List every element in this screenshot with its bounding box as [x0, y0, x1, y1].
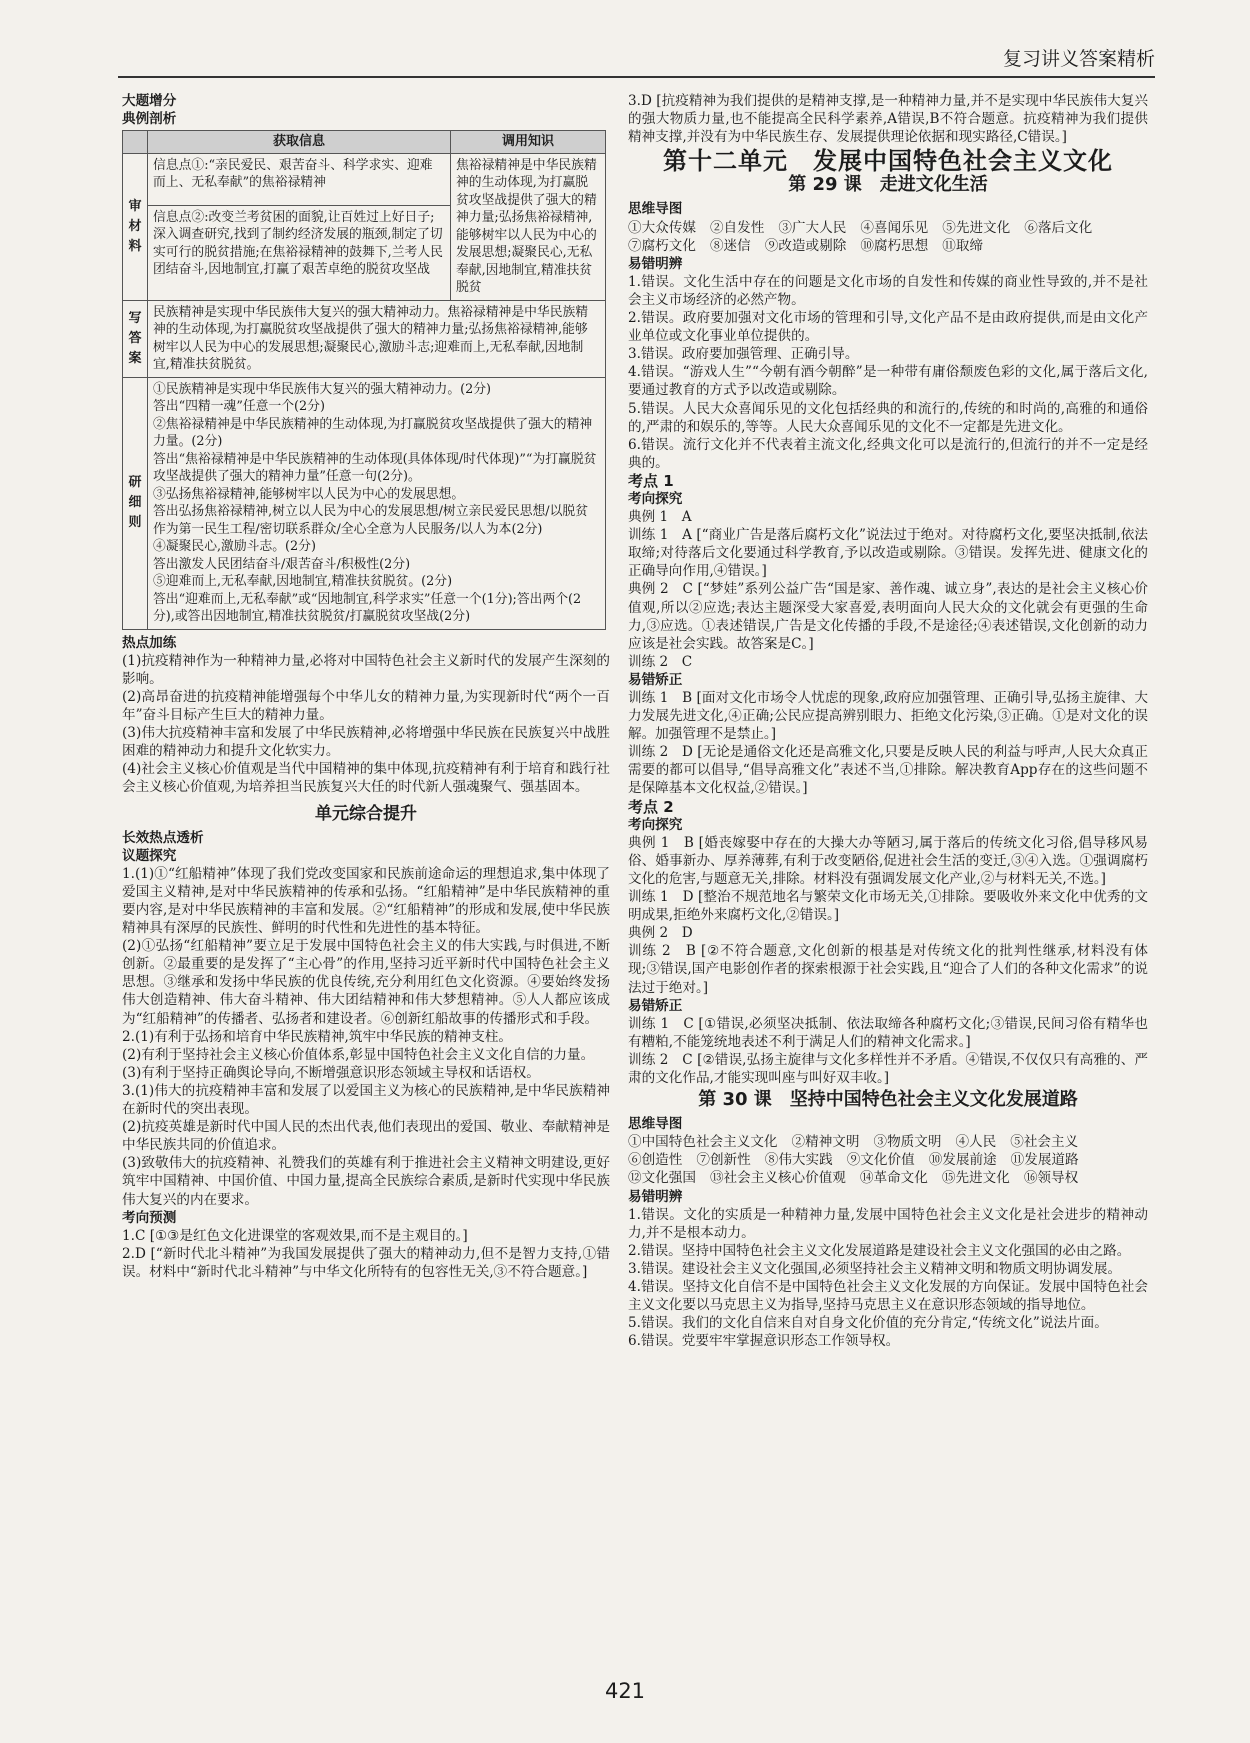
section-heading: 考点 1 [628, 471, 674, 490]
paragraph: (3)致敬伟大的抗疫精神、礼赞我们的英雄有利于推进社会主义精神文明建设,更好筑牢中国精神、中国价值、中国力量,提高全民族综合素质,是新时代实现中华民族伟大复兴的内在要求。 [122, 1155, 610, 1208]
answer-item: ④人民 [955, 1134, 997, 1151]
row-label: 审材料 [123, 153, 148, 300]
section-heading: 典例剖析 [122, 111, 177, 128]
row-label: 研细则 [123, 377, 148, 629]
answer-item: ⑮先进文化 [941, 1170, 1010, 1187]
answer-item: ⑯领导权 [1023, 1170, 1079, 1187]
section-heading: 考向探究 [628, 816, 683, 833]
paragraph: 6.错误。党要牢牢掌握意识形态工作领导权。 [628, 1333, 900, 1350]
header-rule [118, 76, 1155, 78]
answer-item: ⑫文化强国 [628, 1170, 696, 1187]
header-title: 复习讲义答案精析 [1002, 48, 1155, 70]
answer-item: ⑤先进文化 [942, 219, 1011, 236]
paragraph: 4.错误。坚持文化自信不是中国特色社会主义文化发展的方向保证。发展中国特色社会主义文化要以马克思主义为指导,坚持马克思主义在意识形态领域的指导地位。 [628, 1279, 1148, 1314]
section-heading: 考向探究 [628, 490, 683, 507]
paragraph: 3.错误。建设社会主义文化强国,必须坚持社会主义精神文明和物质文明协调发展。 [628, 1260, 1122, 1277]
paragraph: (1)抗疫精神作为一种精神力量,必将对中国特色社会主义新时代的发展产生深刻的影响。 [122, 652, 610, 687]
table-cell [148, 377, 606, 629]
section-title: 单元综合提升 [315, 803, 417, 824]
table-cell: 信息点①:“亲民爱民、艰苦奋斗、科学求实、迎难而上、无私奉献”的焦裕禄精神 [148, 153, 451, 205]
answer-item: ①中国特色社会主义文化 [628, 1134, 778, 1151]
table-cell: 民族精神是实现中华民族伟大复兴的强大精神动力。焦裕禄精神是中华民族精神的生动体现,为打赢脱贫攻坚战提供了强大的精神力量;弘扬焦裕禄精神,能够树牢以人民为中心的发展思想;凝聚民心,激励斗志;迎难而上,无私奉献,因地制宜,精准扶贫脱贫。 [148, 300, 606, 377]
section-heading: 大题增分 [122, 93, 177, 109]
section-heading: 易错矫正 [628, 671, 683, 688]
rule-line: 答出“四精一魂”任意一个(2分) [153, 399, 325, 415]
paragraph: 2.错误。坚持中国特色社会主义文化发展道路是建设社会主义文化强国的必由之路。 [628, 1242, 1131, 1259]
left-column [122, 92, 610, 1281]
paragraph: 1.(1)①“红船精神”体现了我们党改变国家和民族前途命运的理想追求,集中体现了爱国主义精神,是对中华民族精神的传承和弘扬。“红船精神”是中华民族精神的重要内容,是对中华民族精神的丰富和发展。②“红船精神”的形成和发展,使中华民族精神具有深厚的民族性、鲜明的时代性和先进性的基本特征。 [122, 865, 610, 937]
paragraph: 2.D [“新时代北斗精神”为我国发展提供了强大的精神动力,但不是智力支持,①错误。材料中“新时代北斗精神”与中华文化所特有的包容性无关,③不符合题意。] [122, 1245, 610, 1280]
section-heading: 议题探究 [122, 847, 177, 864]
paragraph: (2)①弘扬“红船精神”要立足于发展中国特色社会主义的伟大实践,与时俱进,不断创新。②最重要的是发挥了“主心骨”的作用,坚持习近平新时代中国特色社会主义思想。③继承和发扬中华民族的优良传统,充分利用红色文化资源。④要始终发扬伟大创造精神、伟大奋斗精神、伟大团结精神和伟大梦想精神。⑤人人都应该成为“红船精神”的传播者、弘扬者和建设者。⑥创新红船故事的传播形式和手段。 [122, 938, 610, 1027]
paragraph: 5.错误。人民大众喜闻乐见的文化包括经典的和流行的,传统的和时尚的,高雅的和通俗的,严肃的和娱乐的,等等。人民大众喜闻乐见的文化不一定都是先进文化。 [628, 400, 1148, 435]
table-header: 获取信息 [148, 131, 451, 154]
page-number: 421 [604, 1679, 646, 1703]
lesson-title: 第 30 课 坚持中国特色社会主义文化发展道路 [698, 1089, 1078, 1111]
paragraph: 典例 2 C [“梦娃”系列公益广告“国是家、善作魂、诚立身”,表达的是社会主义核心价值观,所以②应选;表达主题深受大家喜爱,表明面向人民大众的文化就会有更强的生命力,③应选。①表述错误,广告是文化传播的手段,不是途径;④表述错误,文化创新的动力应该是社会实践。故答案是C。] [628, 581, 1148, 652]
answer-item: ⑧伟大实践 [764, 1152, 833, 1169]
rule-line: ⑤迎难而上,无私奉献,因地制宜,精准扶贫脱贫。(2分) [153, 574, 453, 590]
section-heading: 考向预测 [122, 1209, 177, 1226]
paragraph: (2)抗疫英雄是新时代中国人民的杰出代表,他们表现出的爱国、敬业、奉献精神是中华民族共同的价值追求。 [122, 1119, 610, 1154]
paragraph: 6.错误。流行文化并不代表着主流文化,经典文化可以是流行的,但流行的并不一定是经典的。 [628, 436, 1148, 471]
section-heading: 考点 2 [628, 797, 674, 816]
analysis-table [122, 130, 606, 630]
answer-item: ⑧迷信 [709, 237, 751, 254]
answer-item: ⑩发展前途 [928, 1152, 997, 1169]
rule-line: ②焦裕禄精神是中华民族精神的生动体现,为打赢脱贫攻坚战提供了强大的精神力量。(2分) [153, 416, 593, 450]
paragraph: (4)社会主义核心价值观是当代中国精神的集中体现,抗疫精神有利于培育和践行社会主义核心价值观,为培养担当民族复兴大任的时代新人强魂聚气、强基固本。 [122, 761, 610, 796]
section-heading: 易错明辨 [628, 255, 683, 272]
paragraph: 1.错误。文化的实质是一种精神力量,发展中国特色社会主义文化是社会进步的精神动力,并不是根本动力。 [628, 1206, 1148, 1241]
paragraph: 训练 1 B [面对文化市场令人忧虑的现象,政府应加强管理、正确引导,弘扬主旋律、大力发展先进文化,④正确;公民应提高辨别眼力、拒绝文化污染,③正确。①是对文化的误解。加强管理不是禁止。] [628, 690, 1148, 743]
answer-item: ④喜闻乐见 [860, 219, 929, 236]
lesson-title: 第 29 课 走进文化生活 [788, 174, 988, 196]
table-header: 调用知识 [451, 131, 606, 154]
paragraph: 3.错误。政府要加强管理、正确引导。 [628, 346, 859, 363]
section-heading: 思维导图 [628, 1116, 683, 1133]
table-cell: 信息点②:改变兰考贫困的面貌,让百姓过上好日子;深入调查研究,找到了制约经济发展的瓶颈,制定了切实可行的脱贫措施;在焦裕禄精神的鼓舞下,兰考人民团结奋斗,因地制宜,打赢了艰苦卓绝的脱贫攻坚战 [148, 205, 451, 300]
answer-item: ⑦腐朽文化 [628, 237, 696, 254]
paragraph: 典例 1 A [628, 509, 692, 526]
paragraph: 4.错误。“游戏人生”“今朝有酒今朝醉”是一种带有庸俗颓废色彩的文化,属于落后文化,要通过教育的方式予以改造或剔除。 [628, 364, 1148, 399]
paragraph: 典例 1 B [婚丧嫁娶中存在的大操大办等陋习,属于落后的传统文化习俗,倡导移风易俗、婚事新办、厚养薄葬,有利于改变陋俗,促进社会生活的变迁,③④入选。①强调腐朽文化的危害,与题意无关,排除。材料没有强调发展文化产业,②与材料无关,不选。] [628, 834, 1148, 887]
answer-item: ⑬社会主义核心价值观 [709, 1170, 846, 1187]
paragraph: (2)高昂奋进的抗疫精神能增强每个中华儿女的精神力量,为实现新时代“两个一百年”奋斗目标产生巨大的精神力量。 [122, 688, 610, 724]
mind-map-answers [628, 219, 1148, 255]
paragraph: 训练 2 B [②不符合题意,文化创新的根基是对传统文化的批判性继承,材料没有体现;③错误,国产电影创作者的探索根源于社会实践,且“迎合了人们的各种文化需求”的说法过于绝对。] [628, 943, 1148, 996]
paragraph: 训练 1 A [“商业广告是落后腐朽文化”说法过于绝对。对待腐朽文化,要坚决抵制,依法取缔;对待落后文化要通过科学教育,予以改造或剔除。③错误。发挥先进、健康文化的正确导向作用,④错误。] [628, 527, 1148, 580]
answer-item: ⑭革命文化 [859, 1170, 928, 1187]
rule-line: 答出“迎难而上,无私奉献”或“因地制宜,科学求实”任意一个(1分);答出两个(2分),或答出因地制宜,精准扶贫脱贫/打赢脱贫攻坚战(2分) [153, 591, 582, 625]
row-label: 写答案 [123, 300, 148, 377]
rule-line: 答出弘扬焦裕禄精神,树立以人民为中心的发展思想/树立亲民爱民思想/以脱贫作为第一民生工程/密切联系群众/全心全意为人民服务/以人为本(2分) [153, 504, 588, 537]
paragraph: 训练 2 C [②错误,弘扬主旋律与文化多样性并不矛盾。④错误,不仅仅只有高雅的、严肃的文化作品,才能实现叫座与叫好双丰收。] [628, 1051, 1148, 1086]
answer-item: ⑪发展道路 [1010, 1152, 1079, 1169]
table-cell: 焦裕禄精神是中华民族精神的生动体现,为打赢脱贫攻坚战提供了强大的精神力量;弘扬焦裕禄精神,能够树牢以人民为中心的发展思想;凝聚民心,无私奉献,因地制宜,精准扶贫脱贫 [451, 153, 606, 300]
rule-line: 答出激发人民团结奋斗/艰苦奋斗/积极性(2分) [153, 556, 411, 572]
answer-item: ⑥落后文化 [1024, 219, 1093, 236]
unit-title: 第十二单元 发展中国特色社会主义文化 [663, 147, 1113, 176]
paragraph: 训练 1 C [①错误,必须坚决抵制、依法取缔各种腐朽文化;③错误,民间习俗有精华也有糟粕,不能笼统地表述不利于满足人们的精神文化需求。] [628, 1015, 1148, 1050]
answer-item: ⑥创造性 [628, 1152, 683, 1169]
paragraph: (2)有利于坚持社会主义核心价值体系,彰显中国特色社会主义文化自信的力量。 [122, 1046, 595, 1063]
rule-line: ④凝聚民心,激励斗志。(2分) [153, 539, 316, 555]
paragraph: 3.D [抗疫精神为我们提供的是精神支撑,是一种精神力量,并不是实现中华民族伟大复兴的强大物质力量,也不能提高全民科学素养,A错误,B不符合题意。抗疫精神为我们提供精神支撑,并没有为中华民族生存、发展提供理论依据和现实路径,C错误。] [628, 93, 1148, 146]
section-heading: 思维导图 [628, 201, 683, 218]
answer-item: ③物质文明 [873, 1134, 942, 1151]
paragraph: 典例 2 D [628, 925, 693, 942]
answer-item: ⑤社会主义 [1010, 1134, 1079, 1151]
answer-item: ②自发性 [709, 219, 765, 236]
paragraph: 2.(1)有利于弘扬和培育中华民族精神,筑牢中华民族的精神支柱。 [122, 1028, 512, 1045]
paragraph: 训练 1 D [整治不规范地名与繁荣文化市场无关,①排除。要吸收外来文化中优秀的文明成果,拒绝外来腐朽文化,②错误。] [628, 889, 1148, 924]
rule-line: 答出“焦裕禄精神是中华民族精神的生动体现(具体体现/时代体现)”“为打赢脱贫攻坚战提供了强大的精神力量”任意一句(2分)。 [153, 451, 597, 485]
answer-item: ②精神文明 [791, 1134, 860, 1151]
answer-item: ⑨改造或剔除 [764, 237, 847, 254]
section-heading: 热点加练 [122, 634, 177, 651]
answer-item: ③广大人民 [778, 219, 847, 236]
paragraph: (3)有利于坚持正确舆论导向,不断增强意识形态领域主导权和话语权。 [122, 1064, 540, 1081]
answer-item: ⑪取缔 [942, 237, 984, 254]
right-column [628, 92, 1148, 1350]
rule-line: ①民族精神是实现中华民族伟大复兴的强大精神动力。(2分) [153, 381, 492, 397]
paragraph: 5.错误。我们的文化自信来自对自身文化价值的充分肯定,“传统文化”说法片面。 [628, 1315, 1108, 1332]
paragraph: 1.C [①③是红色文化进课堂的客观效果,而不是主观目的。] [122, 1227, 468, 1244]
answer-item: ⑦创新性 [696, 1152, 751, 1169]
answer-item: ⑩腐朽思想 [860, 237, 929, 254]
section-heading: 易错明辨 [628, 1188, 683, 1205]
paragraph: 1.错误。文化生活中存在的问题是文化市场的自发性和传媒的商业性导致的,并不是社会主义市场经济的必然产物。 [628, 273, 1148, 308]
paragraph: 2.错误。政府要加强对文化市场的管理和引导,文化产品不是由政府提供,而是由文化产业单位或文化事业单位提供的。 [628, 310, 1148, 345]
rule-line: ③弘扬焦裕禄精神,能够树牢以人民为中心的发展思想。 [153, 486, 465, 502]
paragraph: (3)伟大抗疫精神丰富和发展了中华民族精神,必将增强中华民族在民族复兴中战胜困难的精神动力和提升文化软实力。 [122, 725, 610, 760]
paragraph: 训练 2 C [628, 653, 693, 670]
answer-item: ①大众传媒 [628, 219, 696, 236]
answer-item: ⑨文化价值 [846, 1152, 915, 1169]
paragraph: 训练 2 D [无论是通俗文化还是高雅文化,只要是反映人民的利益与呼声,人民大众真正需要的都可以倡导,“倡导高雅文化”表述不当,①排除。解决教育App存在的这些问题不是保障基本文化权益,②错误。] [628, 744, 1148, 797]
mind-map-answers [628, 1133, 1148, 1187]
section-heading: 易错矫正 [628, 997, 683, 1014]
section-heading: 长效热点透析 [122, 829, 204, 846]
paragraph: 3.(1)伟大的抗疫精神丰富和发展了以爱国主义为核心的民族精神,是中华民族精神在新时代的突出表现。 [122, 1082, 610, 1118]
